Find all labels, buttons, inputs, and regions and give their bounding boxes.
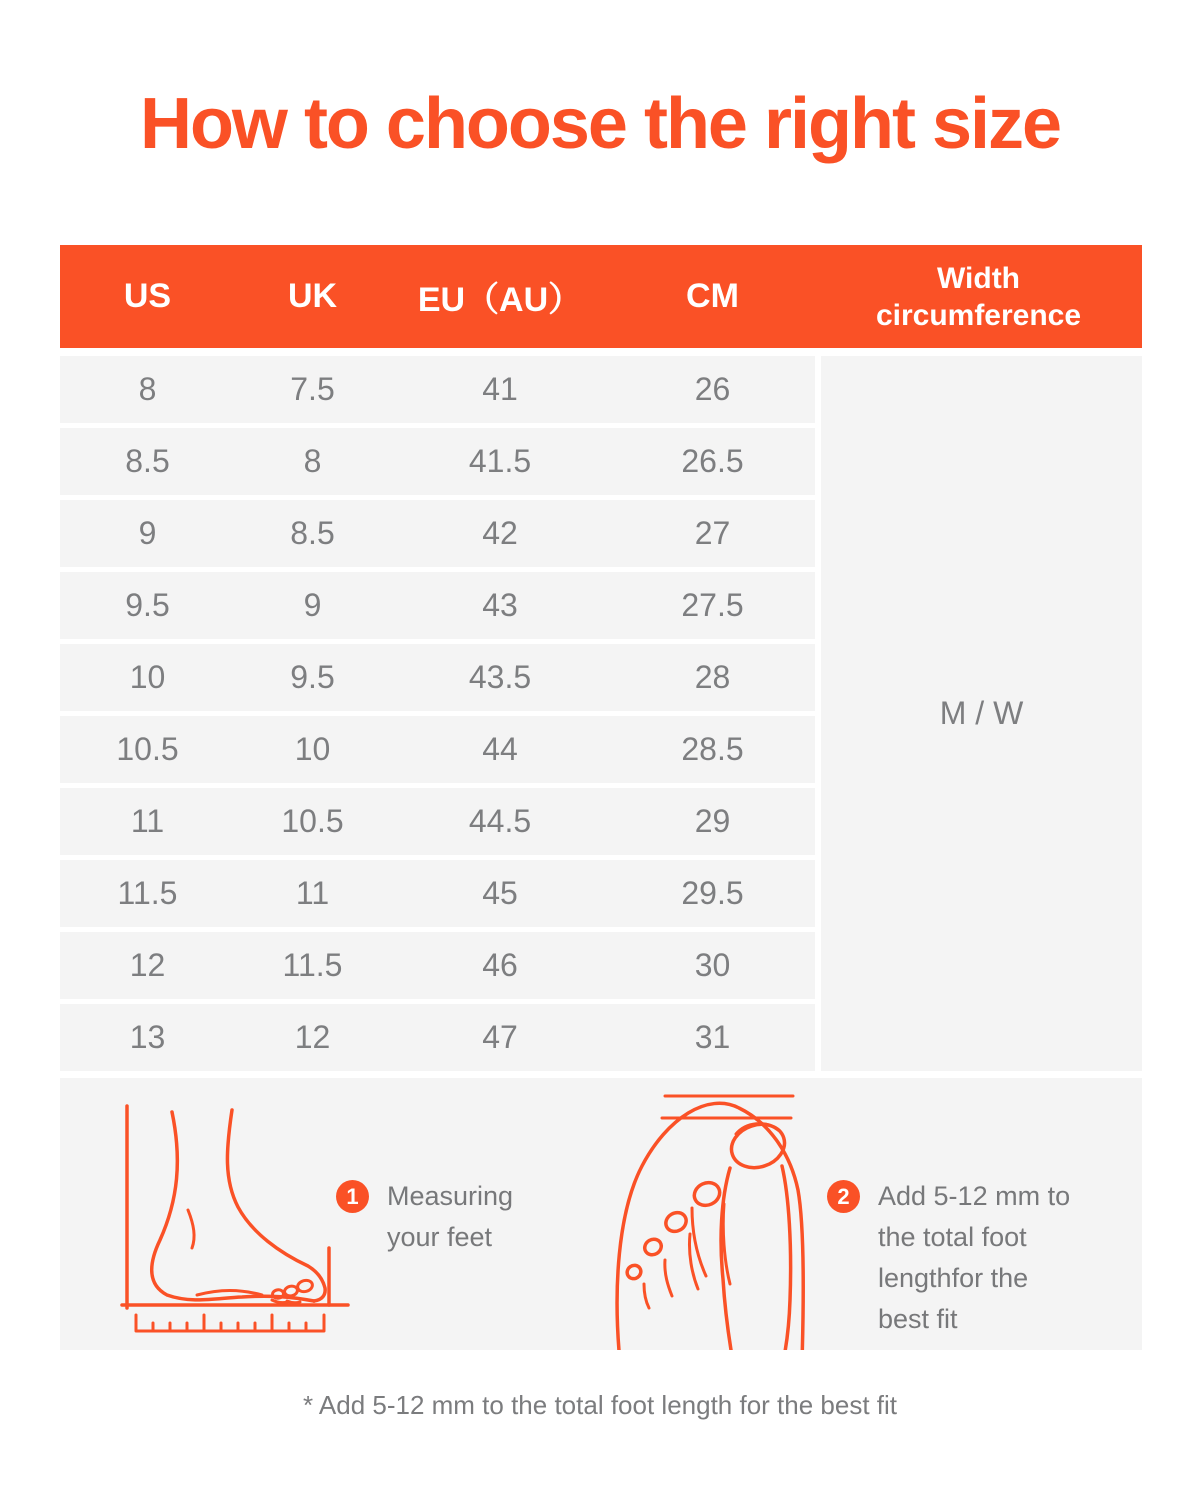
table-cell: 44.5 — [468, 803, 532, 839]
step-1-line-2: your feet — [387, 1222, 493, 1252]
step-1-text — [387, 1176, 513, 1258]
table-cell: 11 — [130, 803, 165, 839]
footnote: * Add 5-12 mm to the total foot length for the best fit — [302, 1390, 897, 1420]
table-cell: 11.5 — [117, 875, 178, 911]
table-cell: 46 — [482, 947, 518, 983]
table-row — [60, 428, 815, 495]
table-cell: 29.5 — [681, 875, 744, 911]
table-cell: 28.5 — [681, 731, 744, 767]
table-cell: 11 — [295, 875, 330, 911]
table-cell: 12 — [294, 1019, 331, 1055]
table-row — [60, 788, 815, 855]
width-circumference-value: M / W — [939, 695, 1024, 731]
header-cell-uk: UK — [287, 277, 338, 315]
table-cell: 7.5 — [290, 371, 335, 407]
table-cell: 10.5 — [281, 803, 344, 839]
table-cell: 8 — [303, 443, 322, 479]
table-cell: 27.5 — [681, 587, 744, 623]
table-cell: 10.5 — [116, 731, 179, 767]
table-cell: 8.5 — [290, 515, 335, 551]
header-cell-us: US — [123, 277, 172, 315]
table-cell: 13 — [129, 1019, 166, 1055]
step-2-line-1: Add 5-12 mm to — [878, 1181, 1071, 1211]
step-2-line-2: the total foot — [878, 1222, 1027, 1252]
table-row — [60, 500, 815, 567]
table-row — [60, 716, 815, 783]
width-circumference-cell — [821, 356, 1142, 1071]
table-cell: 43.5 — [468, 659, 532, 695]
table-cell: 47 — [482, 1019, 518, 1055]
table-cell: 45 — [482, 875, 518, 911]
table-cell: 30 — [694, 947, 731, 983]
table-row — [60, 644, 815, 711]
table-cell: 8 — [138, 371, 157, 407]
page-title: How to choose the right size — [139, 84, 1061, 164]
step-2-line-4: best fit — [878, 1304, 958, 1334]
table-row — [60, 1004, 815, 1071]
table-cell: 41.5 — [468, 443, 532, 479]
table-cell: 8.5 — [125, 443, 170, 479]
table-cell: 9.5 — [125, 587, 170, 623]
table-cell: 44 — [482, 731, 518, 767]
step-2-line-3: lengthfor the — [878, 1263, 1029, 1293]
table-cell: 9 — [138, 515, 157, 551]
foot-toes-width-icon — [612, 1084, 827, 1350]
table-cell: 26.5 — [681, 443, 744, 479]
table-cell: 10 — [129, 659, 166, 695]
step-1 — [336, 1176, 513, 1258]
table-row — [60, 860, 815, 927]
table-cell: 12 — [129, 947, 166, 983]
header-cell-cm: CM — [686, 277, 739, 315]
table-cell: 26 — [694, 371, 731, 407]
table-row — [60, 572, 815, 639]
step-2-number-badge: 2 — [827, 1180, 860, 1213]
table-cell: 9 — [303, 587, 322, 623]
table-cell: 29 — [694, 803, 731, 839]
table-cell: 42 — [482, 515, 518, 551]
size-table-body — [60, 356, 815, 1071]
table-row — [60, 932, 815, 999]
size-table — [60, 356, 1142, 1071]
table-row — [60, 356, 815, 423]
table-cell: 10 — [294, 731, 331, 767]
step-2-text — [878, 1176, 1070, 1340]
header-cell-width-circumference: Width circumference — [875, 261, 1082, 332]
table-cell: 41 — [482, 371, 518, 407]
table-cell: 27 — [694, 515, 731, 551]
table-cell: 9.5 — [290, 659, 335, 695]
step-1-line-1: Measuring — [387, 1181, 514, 1211]
measuring-guide-panel — [60, 1078, 1142, 1350]
table-cell: 28 — [694, 659, 731, 695]
table-cell: 43 — [482, 587, 518, 623]
step-1-number-badge: 1 — [336, 1180, 369, 1213]
header-cell-eu: EU（AU） — [417, 281, 583, 319]
step-2 — [827, 1176, 1070, 1340]
table-cell: 31 — [694, 1019, 731, 1055]
size-table-header — [60, 245, 1142, 348]
table-cell: 11.5 — [282, 947, 343, 983]
